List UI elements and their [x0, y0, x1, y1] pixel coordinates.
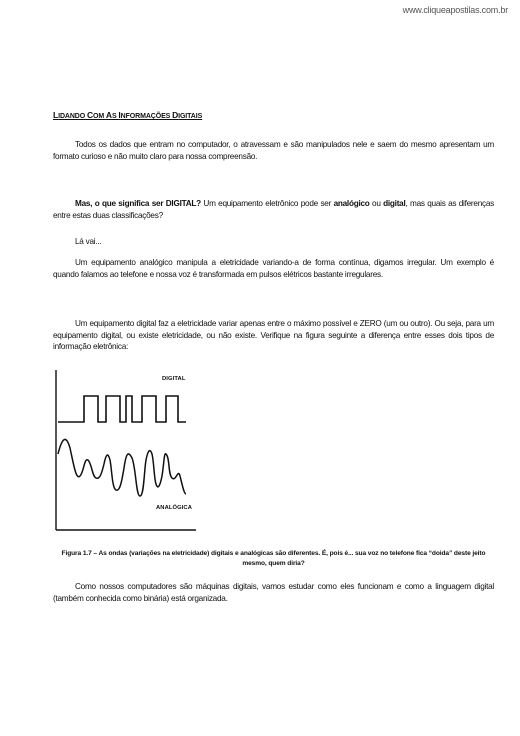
- paragraph-intro: [53, 139, 494, 162]
- figure-caption: Figura 1.7 – As ondas (variações na eletricidade) digitais e analógicas são diferentes. É, pois é... sua voz no telefone fica “doida” deste jeito mesmo, quem diria?: [61, 550, 486, 567]
- paragraph-text: Como nossos computadores são máquinas digitais, vamos estudar como eles funcionam e como a linguagem digital (também conhecida como binária) está organizada.: [53, 582, 494, 603]
- paragraph-text: , mas quais as diferenças entre estas duas classificações?: [53, 199, 494, 220]
- paragraph-text: ou: [369, 199, 384, 208]
- paragraph-conclusion: [53, 581, 494, 604]
- heading-part: IDANDO: [58, 113, 87, 120]
- paragraph-la-vai: [53, 236, 494, 248]
- analog-wave: [58, 439, 186, 496]
- heading-part: A: [105, 110, 112, 120]
- bold-term-digital: digital: [383, 199, 406, 208]
- waveform-figure: [46, 368, 196, 538]
- digital-label: DIGITAL: [162, 376, 186, 382]
- heading-part: C: [86, 110, 93, 120]
- paragraph-text: Um equipamento eletrônico pode ser: [200, 199, 334, 208]
- paragraph-text: Todos os dados que entram no computador, o atravessam e são manipulados nele e saem do mesmo apresentam um formato curioso e não muito claro para nossa compreensão.: [53, 140, 494, 161]
- bold-question: Mas, o que significa ser DIGITAL?: [75, 199, 201, 208]
- heading-part: OM: [93, 113, 106, 120]
- heading-part: I: [118, 110, 121, 120]
- paragraph-text: Lá vai...: [75, 237, 102, 246]
- section-heading: [53, 110, 202, 120]
- site-watermark: www.cliqueapostilas.com.br: [402, 5, 508, 15]
- heading-part: IGITAIS: [178, 113, 203, 120]
- paragraph-question: [53, 198, 494, 221]
- paragraph-analog: [53, 257, 494, 280]
- paragraph-digital: [53, 318, 494, 353]
- heading-part: S: [111, 113, 119, 120]
- waveform-illustration: [46, 368, 196, 538]
- paragraph-text: Um equipamento digital faz a eletricidade variar apenas entre o máximo possível e ZERO (um ou outro). Ou seja, para um equipamento digital, ou existe eletricidade, ou não existe. Verifique na figura seguinte a diferença entre esses dois tipos de informação eletrônica:: [53, 319, 494, 351]
- bold-term-analog: analógico: [333, 199, 370, 208]
- paragraph-text: Um equipamento analógico manipula a eletricidade variando-a de forma contínua, digamos irregular. Um exemplo é quando falamos ao telefone e nossa voz é transformada em pulsos elétricos bastante irregulares.: [53, 258, 494, 279]
- analog-label: ANALÓGICA: [156, 505, 193, 511]
- heading-part: NFORMAÇÕES: [120, 113, 173, 120]
- heading-part: D: [172, 110, 179, 120]
- heading-part: L: [53, 110, 59, 120]
- digital-wave: [58, 396, 186, 422]
